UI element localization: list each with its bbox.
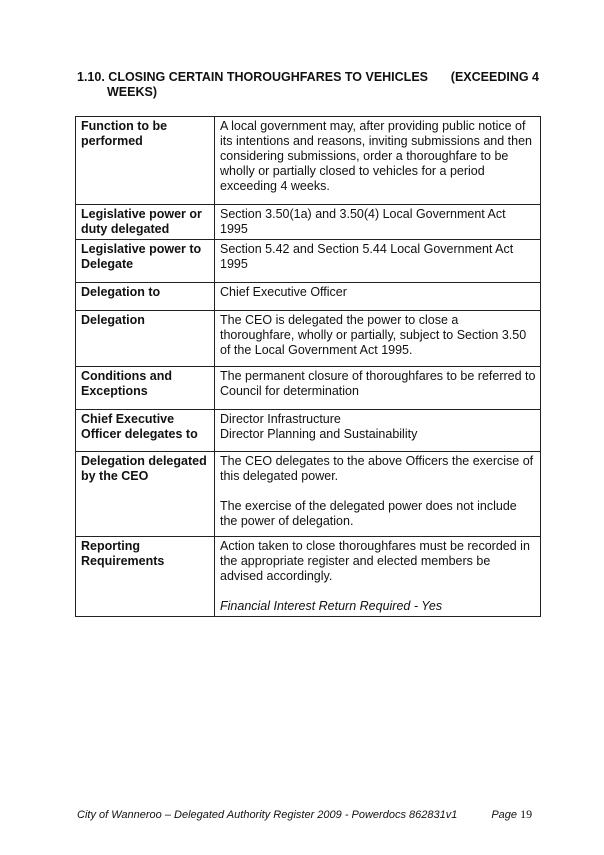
row-paragraph: The exercise of the delegated power does not include the power of delegation. [220, 499, 517, 528]
row-value [215, 537, 541, 617]
table-row [76, 410, 541, 452]
section-number: 1.10. [77, 70, 105, 84]
row-paragraph: The CEO is delegated the power to close a thoroughfare, wholly or partially, subject to Section 3.50 of the Local Government Act 1995. [220, 313, 527, 357]
table-row [76, 240, 541, 283]
row-label: Delegation delegated by the CEO [76, 452, 215, 537]
row-value [215, 452, 541, 537]
row-value [215, 205, 541, 240]
section-title-suffix: (EXCEEDING 4 [450, 70, 539, 84]
page-label: Page [491, 809, 518, 821]
row-value [215, 240, 541, 283]
table-row [76, 452, 541, 537]
delegate-line: Director Planning and Sustainability [220, 427, 418, 441]
table-row [76, 117, 541, 205]
section-title [77, 70, 428, 85]
row-paragraph: The CEO delegates to the above Officers the exercise of this delegated power. [220, 454, 534, 483]
row-label: Legislative power or duty delegated [76, 205, 215, 240]
section-heading [77, 70, 539, 100]
row-value [215, 367, 541, 410]
page-number: 19 [520, 807, 533, 821]
row-paragraph: The permanent closure of thoroughfares to be referred to Council for determination [220, 369, 536, 398]
table-row [76, 367, 541, 410]
row-paragraph: Action taken to close thoroughfares must be recorded in the appropriate register and elected members be advised accordingly. [220, 539, 530, 583]
delegate-line: Director Infrastructure [220, 412, 341, 426]
table-row [76, 537, 541, 617]
row-paragraph: Section 5.42 and Section 5.44 Local Government Act 1995 [220, 242, 514, 271]
row-label: Delegation to [76, 283, 215, 311]
table-row [76, 283, 541, 311]
row-value [215, 283, 541, 311]
row-paragraph: Section 3.50(1a) and 3.50(4) Local Government Act 1995 [220, 207, 506, 236]
row-value [215, 117, 541, 205]
row-label: Conditions and Exceptions [76, 367, 215, 410]
row-paragraph: A local government may, after providing public notice of its intentions and reasons, inviting submissions and then considering submissions, order a thoroughfare to be wholly or partially closed to vehicles for a period exceeding 4 weeks. [220, 119, 532, 193]
row-label: Legislative power to Delegate [76, 240, 215, 283]
row-label: Chief Executive Officer delegates to [76, 410, 215, 452]
row-paragraph: Chief Executive Officer [220, 285, 347, 299]
table-row [76, 311, 541, 367]
row-label: Delegation [76, 311, 215, 367]
row-label: Reporting Requirements [76, 537, 215, 617]
row-value [215, 311, 541, 367]
row-value [215, 410, 541, 452]
table-row [76, 205, 541, 240]
section-title-line1: CLOSING CERTAIN THOROUGHFARES TO VEHICLES [108, 70, 428, 84]
financial-interest-note: Financial Interest Return Required - Yes [220, 599, 443, 613]
section-title-line2: WEEKS) [107, 85, 157, 99]
delegation-table [75, 116, 541, 617]
page-footer [77, 807, 532, 822]
row-label: Function to be performed [76, 117, 215, 205]
footer-text: City of Wanneroo – Delegated Authority Register 2009 - Powerdocs 862831v1 [77, 809, 458, 821]
